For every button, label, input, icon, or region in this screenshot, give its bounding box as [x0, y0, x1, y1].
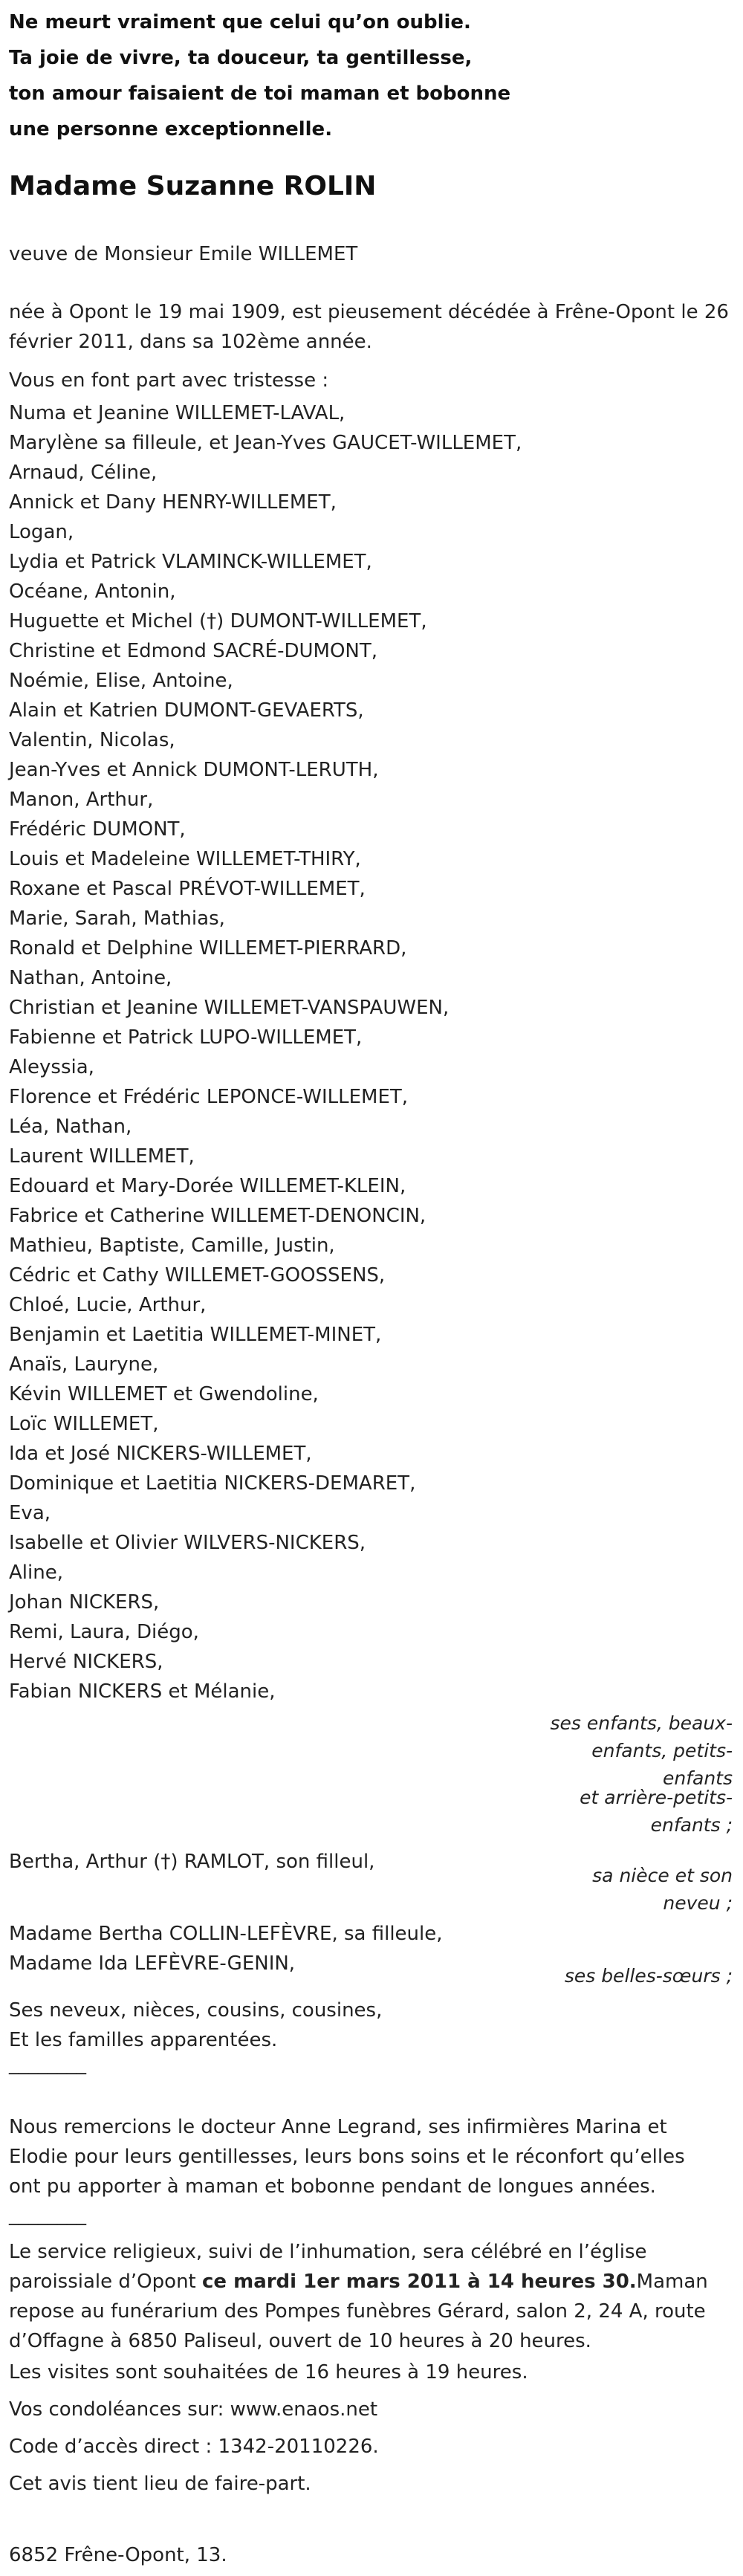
condolences-line: Vos condoléances sur: www.enaos.net	[9, 2398, 378, 2421]
role-great	[580, 1784, 733, 1839]
family-member-line: Logan,	[9, 521, 74, 543]
family-member-line: Cédric et Cathy WILLEMET-GOOSSENS,	[9, 1264, 386, 1287]
family-member-line: Louis et Madeleine WILLEMET-THIRY,	[9, 848, 361, 870]
family-member-line: Huguette et Michel (†) DUMONT-WILLEMET,	[9, 610, 427, 632]
service-text: Maman	[636, 2271, 708, 2293]
family-member-line: Kévin WILLEMET et Gwendoline,	[9, 1383, 319, 1405]
family-member-line: Isabelle et Olivier WILVERS-NICKERS,	[9, 1532, 366, 1554]
deceased-name: Madame Suzanne ROLIN	[9, 171, 377, 201]
family-member-line: Christian et Jeanine WILLEMET-VANSPAUWEN,	[9, 997, 450, 1019]
role-line: enfants ;	[650, 1814, 733, 1836]
birth-death-line: février 2011, dans sa 102ème année.	[9, 331, 372, 353]
family-member-line: Lydia et Patrick VLAMINCK-WILLEMET,	[9, 551, 372, 573]
family-member-line: Frédéric DUMONT,	[9, 818, 186, 841]
intro-line: Vous en font part avec tristesse :	[9, 369, 329, 392]
others	[9, 1996, 382, 2055]
role-children	[550, 1709, 733, 1792]
family-member-line: Fabian NICKERS et Mélanie,	[9, 1680, 276, 1703]
others-line: Et les familles apparentées.	[9, 2029, 278, 2051]
family-member-line: Marylène sa filleule, et Jean-Yves GAUCET-WILLEMET,	[9, 432, 522, 454]
epigraph-line: Ne meurt vraiment que celui qu’on oublie.	[9, 11, 471, 33]
family-member-line: Aleyssia,	[9, 1056, 94, 1078]
family-member-line: Océane, Antonin,	[9, 580, 176, 603]
birth-death	[9, 297, 729, 357]
family-member-line: Annick et Dany HENRY-WILLEMET,	[9, 491, 337, 514]
godson-line: Bertha, Arthur (†) RAMLOT, son filleul,	[9, 1851, 375, 1873]
family-member-line: Fabienne et Patrick LUPO-WILLEMET,	[9, 1026, 363, 1049]
family-member-line: Christine et Edmond SACRÉ-DUMONT,	[9, 640, 378, 662]
family-member-line: Noémie, Elise, Antoine,	[9, 670, 233, 692]
service	[9, 2237, 708, 2356]
family-member-line: Remi, Laura, Diégo,	[9, 1621, 199, 1643]
role-line: neveu ;	[663, 1892, 733, 1914]
epigraph	[9, 4, 510, 147]
family-member-line: Mathieu, Baptiste, Camille, Justin,	[9, 1234, 335, 1257]
thanks-line: Elodie pour leurs gentillesses, leurs bons soins et le réconfort qu’elles	[9, 2146, 685, 2168]
service-date: ce mardi 1er mars 2011 à 14 heures 30.	[202, 2271, 637, 2293]
family-member-line: Marie, Sarah, Mathias,	[9, 907, 225, 930]
role-line: enfants	[662, 1767, 733, 1789]
access-code-line: Code d’accès direct : 1342-20110226.	[9, 2436, 379, 2458]
thanks	[9, 2112, 685, 2201]
others-line: Ses neveux, nièces, cousins, cousines,	[9, 1999, 383, 2022]
role-sisters: ses belles-sœurs ;	[564, 1965, 733, 1987]
family-member-line: Benjamin et Laetitia WILLEMET-MINET,	[9, 1324, 382, 1346]
epigraph-line: Ta joie de vivre, ta douceur, ta gentillesse,	[9, 47, 473, 69]
separator: ________	[9, 2053, 86, 2075]
family-member-line: Loïc WILLEMET,	[9, 1413, 159, 1435]
family-member-line: Edouard et Mary-Dorée WILLEMET-KLEIN,	[9, 1175, 406, 1197]
family-member-line: Johan NICKERS,	[9, 1591, 160, 1614]
family-member-line: Nathan, Antoine,	[9, 967, 172, 989]
family-member-line: Laurent WILLEMET,	[9, 1145, 195, 1168]
family-member-line: Léa, Nathan,	[9, 1116, 132, 1138]
address-line: 6852 Frêne-Opont, 13.	[9, 2544, 227, 2566]
family-member-line: Arnaud, Céline,	[9, 462, 158, 484]
role-niece	[592, 1862, 733, 1917]
notice-line: Cet avis tient lieu de faire-part.	[9, 2473, 311, 2495]
family-member-line: Aline,	[9, 1562, 63, 1584]
family-member-line: Fabrice et Catherine WILLEMET-DENONCIN,	[9, 1205, 426, 1227]
family-member-line: Alain et Katrien DUMONT-GEVAERTS,	[9, 699, 364, 722]
visits-line: Les visites sont souhaitées de 16 heures à 19 heures.	[9, 2361, 528, 2384]
family-member-line: Valentin, Nicolas,	[9, 729, 175, 751]
epigraph-line: ton amour faisaient de toi maman et bobonne	[9, 82, 511, 105]
family-member-line: Jean-Yves et Annick DUMONT-LERUTH,	[9, 759, 379, 781]
family-member-line: Ida et José NICKERS-WILLEMET,	[9, 1443, 312, 1465]
role-line: ses enfants, beaux-	[550, 1712, 733, 1734]
thanks-line: ont pu apporter à maman et bobonne pendant de longues années.	[9, 2175, 656, 2198]
family-member-line: Chloé, Lucie, Arthur,	[9, 1294, 207, 1316]
family-member-line: Numa et Jeanine WILLEMET-LAVAL,	[9, 402, 345, 424]
family-member-line: Hervé NICKERS,	[9, 1651, 163, 1673]
family-member-line: Florence et Frédéric LEPONCE-WILLEMET,	[9, 1086, 409, 1108]
widow-line: veuve de Monsieur Emile WILLEMET	[9, 243, 358, 265]
thanks-line: Nous remercions le docteur Anne Legrand, ses infirmières Marina et	[9, 2116, 667, 2138]
epigraph-line: une personne exceptionnelle.	[9, 118, 333, 140]
sister-line: Madame Bertha COLLIN-LEFÈVRE, sa filleule,	[9, 1923, 443, 1945]
role-line: et arrière-petits-	[580, 1787, 733, 1808]
service-line: d’Offagne à 6850 Paliseul, ouvert de 10 heures à 20 heures.	[9, 2330, 591, 2352]
service-text: paroissiale d’Opont	[9, 2271, 202, 2293]
family-member-line: Ronald et Delphine WILLEMET-PIERRARD,	[9, 937, 407, 959]
sisters-in-law	[9, 1919, 443, 1978]
role-line: sa nièce et son	[592, 1865, 733, 1886]
service-line: repose au funérarium des Pompes funèbres Gérard, salon 2, 24 A, route	[9, 2300, 706, 2323]
service-line: Le service religieux, suivi de l’inhumation, sera célébré en l’église	[9, 2241, 647, 2263]
family-member-line: Dominique et Laetitia NICKERS-DEMARET,	[9, 1472, 416, 1495]
family-list	[9, 398, 522, 1706]
sister-line: Madame Ida LEFÈVRE-GENIN,	[9, 1952, 296, 1975]
service-line	[9, 2267, 708, 2297]
family-member-line: Manon, Arthur,	[9, 789, 154, 811]
family-member-line: Eva,	[9, 1502, 51, 1524]
birth-death-line: née à Opont le 19 mai 1909, est pieusement décédée à Frêne-Opont le 26	[9, 301, 729, 323]
separator: ________	[9, 2204, 86, 2226]
family-member-line: Anaïs, Lauryne,	[9, 1353, 159, 1376]
role-line: enfants, petits-	[591, 1740, 733, 1761]
family-member-line: Roxane et Pascal PRÉVOT-WILLEMET,	[9, 878, 366, 900]
